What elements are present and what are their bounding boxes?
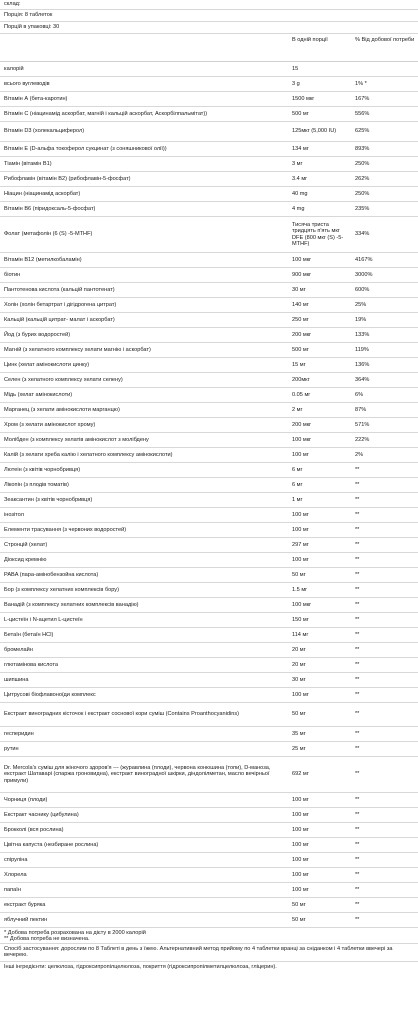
table-row <box>0 403 418 418</box>
nutrient-amount: 100 мг <box>292 841 309 848</box>
nutrient-daily-value: 262% <box>355 175 370 182</box>
table-row <box>0 553 418 568</box>
nutrient-name: Екстракт часнику (цибулина) <box>4 811 79 818</box>
nutrient-daily-value: ** <box>355 841 360 848</box>
nutrient-name: Хром (з хелати амінокислот хрому) <box>4 421 96 428</box>
table-row <box>0 478 418 493</box>
footnote-daily-value-basis: * Добова потреба розрахована на дієту в 2000 калорій <box>4 930 146 936</box>
nutrient-amount: 100 мг <box>292 691 309 698</box>
nutrient-amount: 100 мкг <box>292 601 312 608</box>
nutrient-amount: 100 мкг <box>292 256 312 263</box>
nutrient-name: інозітол <box>4 511 24 518</box>
table-row <box>0 343 418 358</box>
table-row <box>0 868 418 883</box>
nutrient-amount: 1.5 мг <box>292 586 308 593</box>
nutrient-daily-value: 600% <box>355 286 370 293</box>
nutrient-name: Вітамін D3 (холекальциферол) <box>4 128 85 135</box>
nutrient-amount: 0.05 мг <box>292 391 311 398</box>
nutrient-daily-value: ** <box>355 771 360 778</box>
table-row <box>0 913 418 928</box>
nutrient-daily-value: ** <box>355 871 360 878</box>
nutrient-daily-value: ** <box>355 556 360 563</box>
nutrient-name: Кальцій (кальцій цитрат- малат і аскорбат) <box>4 316 115 323</box>
nutrient-amount: 200мкг <box>292 376 310 383</box>
other-ingredients: Інші інгредієнти: целюлоза, гідроксипропілцелюлоза, покриття (гідроксипропілметилцелюлоза, гліцерин). <box>0 961 418 972</box>
footnote-not-established: ** Добова потреба не визначена. <box>4 936 90 943</box>
nutrient-daily-value: 136% <box>355 361 370 368</box>
nutrient-daily-value: 556% <box>355 110 370 117</box>
nutrient-amount: 100 мг <box>292 511 309 518</box>
nutrient-daily-value: 334% <box>355 231 370 238</box>
table-row <box>0 727 418 742</box>
nutrient-name: екстракт буряка <box>4 901 46 908</box>
nutrient-daily-value: ** <box>355 511 360 518</box>
table-row <box>0 268 418 283</box>
table-row <box>0 688 418 703</box>
nutrient-daily-value: ** <box>355 481 360 488</box>
nutrient-name: Марганец (з хелати амінокислоти марганцю) <box>4 406 120 413</box>
table-row <box>0 202 418 217</box>
table-row <box>0 613 418 628</box>
nutrient-amount: 30 мг <box>292 676 306 683</box>
nutrient-amount: 25 мг <box>292 745 306 752</box>
table-row <box>0 298 418 313</box>
nutrient-amount: 15 <box>292 65 299 72</box>
table-row <box>0 823 418 838</box>
nutrient-amount: 100 мг <box>292 556 309 563</box>
nutrient-name: Зеаксантин (з квітів чорнобривця) <box>4 496 93 503</box>
nutrient-table-body <box>0 62 418 928</box>
nutrient-amount: 50 мг <box>292 571 306 578</box>
table-row <box>0 217 418 253</box>
table-row <box>0 568 418 583</box>
table-row <box>0 122 418 142</box>
table-row <box>0 508 418 523</box>
nutrient-name: Екстракт виноградних кісточок і екстракт соснової кори суміш (Contains Proanthocyanidins) <box>4 711 240 718</box>
serving-size: Порція: 8 таблеток <box>0 10 418 22</box>
nutrient-daily-value: 893% <box>355 145 370 152</box>
nutrient-name: папаїн <box>4 886 21 893</box>
nutrient-amount: 500 мг <box>292 346 309 353</box>
nutrient-amount: 1500 мкг <box>292 95 315 102</box>
nutrient-amount: 100 мг <box>292 796 309 803</box>
table-row <box>0 658 418 673</box>
nutrient-amount: 140 мг <box>292 301 309 308</box>
nutrient-daily-value: ** <box>355 886 360 893</box>
table-row <box>0 388 418 403</box>
table-row <box>0 493 418 508</box>
nutrient-name: Вітамін Е (D-альфа токоферол сукцинат (з соняшникової олії)) <box>4 145 167 152</box>
nutrient-amount: 1 мг <box>292 496 303 503</box>
nutrient-daily-value: 235% <box>355 205 370 212</box>
nutrient-daily-value: ** <box>355 466 360 473</box>
nutrient-daily-value: ** <box>355 916 360 923</box>
nutrient-name: Холін (холін бетартрат і дігідрогена цитрат) <box>4 301 117 308</box>
nutrient-name: Цвітна капуста (незбиране рослина) <box>4 841 99 848</box>
nutrient-amount: 900 мкг <box>292 271 312 278</box>
table-row <box>0 853 418 868</box>
nutrient-daily-value: 6% <box>355 391 364 398</box>
composition-label: склад: <box>0 0 418 10</box>
nutrient-daily-value: ** <box>355 856 360 863</box>
nutrient-amount: 50 мг <box>292 901 306 908</box>
nutrient-name: Бетаїн (бетаїн HCl) <box>4 631 54 638</box>
nutrient-name: спіруліна <box>4 856 28 863</box>
nutrient-amount: 500 мг <box>292 110 309 117</box>
nutrient-name: Пантотенова кислота (кальцій пантотенат) <box>4 286 115 293</box>
nutrient-daily-value: 4167% <box>355 256 373 263</box>
table-row <box>0 598 418 613</box>
nutrient-name: яблучний пектин <box>4 916 48 923</box>
nutrient-daily-value: ** <box>355 646 360 653</box>
nutrient-amount: 150 мг <box>292 616 309 623</box>
nutrient-amount: 297 мг <box>292 541 309 548</box>
nutrient-amount: 20 мг <box>292 646 306 653</box>
table-row <box>0 358 418 373</box>
nutrient-daily-value: ** <box>355 601 360 608</box>
table-row <box>0 107 418 122</box>
nutrient-amount: 4 mg <box>292 205 305 212</box>
nutrient-amount: 100 мг <box>292 856 309 863</box>
table-row <box>0 703 418 727</box>
nutrient-daily-value: 3000% <box>355 271 373 278</box>
nutrient-amount: 114 мг <box>292 631 309 638</box>
nutrient-amount: Тисяча триста тридцять п'ять мкг DFE (800 мкг (S) -5-MTHF) <box>292 221 344 247</box>
nutrient-daily-value: ** <box>355 631 360 638</box>
nutrient-daily-value: 1% * <box>355 80 367 87</box>
nutrient-name: Магній (з хелатного комплексу хелати магнію і аскорбат) <box>4 346 151 353</box>
table-row <box>0 62 418 77</box>
nutrient-name: PABA (пара-амінобензойна кислота) <box>4 571 99 578</box>
nutrient-daily-value: 19% <box>355 316 367 323</box>
nutrient-amount: 20 мг <box>292 661 306 668</box>
nutrient-daily-value: 571% <box>355 421 370 428</box>
nutrient-amount: 200 мкг <box>292 421 312 428</box>
table-row <box>0 673 418 688</box>
nutrient-name: Лікопін (з плодів томатів) <box>4 481 69 488</box>
nutrient-amount: 100 мг <box>292 526 309 533</box>
table-row <box>0 463 418 478</box>
nutrient-name: Цитрусові біофлавоноїди комплекс <box>4 691 96 698</box>
table-row <box>0 92 418 107</box>
nutrient-name: Бор (з комплексу хелатних комплексів бору) <box>4 586 119 593</box>
table-row <box>0 373 418 388</box>
nutrient-daily-value: ** <box>355 571 360 578</box>
nutrient-amount: 134 мг <box>292 145 309 152</box>
nutrient-amount: 6 мг <box>292 466 303 473</box>
table-row <box>0 583 418 598</box>
table-row <box>0 157 418 172</box>
nutrient-daily-value: 364% <box>355 376 370 383</box>
nutrient-name: гесперидин <box>4 730 34 737</box>
nutrient-name: Вітамін А (бета-каротин) <box>4 95 68 102</box>
table-row <box>0 742 418 757</box>
nutrient-amount: 15 мг <box>292 361 306 368</box>
table-row <box>0 793 418 808</box>
nutrient-name: рутин <box>4 745 19 752</box>
nutrient-name: Тіамін (вітамін В1) <box>4 160 52 167</box>
nutrient-name: Ніацин (ніацинамід аскорбат) <box>4 190 81 197</box>
nutrient-amount: 100 мкг <box>292 436 312 443</box>
nutrient-daily-value: ** <box>355 661 360 668</box>
nutrient-daily-value: ** <box>355 811 360 818</box>
nutrient-name: Селен (з хелатного комплексу хелати селену) <box>4 376 123 383</box>
table-row <box>0 283 418 298</box>
nutrient-daily-value: 250% <box>355 190 370 197</box>
nutrient-name: Лютеін (з квітів чорнобривця) <box>4 466 81 473</box>
nutrient-amount: 100 мг <box>292 826 309 833</box>
nutrient-name: Молібден (з комплексу хелатів амінокислот з молібдену <box>4 436 149 443</box>
nutrient-daily-value: 167% <box>355 95 370 102</box>
table-row <box>0 757 418 793</box>
nutrient-amount: 100 мг <box>292 871 309 878</box>
nutrient-name: Цинк (хелат амінокислоти цинку) <box>4 361 90 368</box>
nutrient-name: Фолат (метафолін (6 (S) -5-MTHF) <box>4 231 93 238</box>
nutrient-name: Елементи трасування (з червоних водоростей) <box>4 526 127 533</box>
nutrient-amount: 692 мг <box>292 771 309 778</box>
table-row <box>0 172 418 187</box>
table-row <box>0 838 418 853</box>
table-row <box>0 418 418 433</box>
nutrient-name: калорій <box>4 65 24 72</box>
nutrient-name: L-цистеїн і N-ацетил L-цистеїн <box>4 616 83 623</box>
nutrient-amount: 50 мг <box>292 711 306 718</box>
nutrient-daily-value: ** <box>355 541 360 548</box>
nutrient-amount: 30 мг <box>292 286 306 293</box>
table-row <box>0 433 418 448</box>
table-row <box>0 643 418 658</box>
table-row <box>0 808 418 823</box>
nutrient-name: Хлорела <box>4 871 27 878</box>
nutrient-daily-value: 25% <box>355 301 367 308</box>
table-row <box>0 313 418 328</box>
nutrient-daily-value: ** <box>355 796 360 803</box>
nutrient-amount: 100 мг <box>292 811 309 818</box>
nutrient-daily-value: 133% <box>355 331 370 338</box>
nutrient-name: Рибофлавін (вітамін В2) (рибофлавін-5-фосфат) <box>4 175 131 182</box>
nutrient-amount: 100 мг <box>292 886 309 893</box>
nutrient-daily-value: ** <box>355 730 360 737</box>
nutrient-daily-value: 625% <box>355 128 370 135</box>
table-row <box>0 77 418 92</box>
header-name-cell <box>0 34 286 61</box>
servings-per-container: Порцій в упаковці: 30 <box>0 22 418 34</box>
nutrient-name: Йод (з бурих водоростей) <box>4 331 71 338</box>
nutrient-daily-value: 222% <box>355 436 370 443</box>
usage-directions: Спосіб застосування: дорослим по 8 Таблеті в день з їжею. Альтернативний метод прийому по 4 таблетки вранці за сніданком і 4 таблетки ввечері за вечерею. <box>0 943 418 961</box>
nutrient-name: Брокколі (вся рослина) <box>4 826 64 833</box>
header-daily-value: % Від добової потреби <box>355 37 415 43</box>
nutrient-amount: 3 мг <box>292 160 303 167</box>
nutrient-amount: 6 мг <box>292 481 303 488</box>
nutrient-name: бромелайн <box>4 646 33 653</box>
table-row <box>0 628 418 643</box>
table-row <box>0 898 418 913</box>
nutrient-name: Калій (з хелати хреба калію і хелатного комплексу амінокислоти) <box>4 451 173 458</box>
nutrient-name: шипшина <box>4 676 29 683</box>
nutrient-daily-value: 119% <box>355 346 369 353</box>
table-header <box>0 34 418 62</box>
nutrient-name: Ванадій (з комплексу хелатних комплексів ванадію) <box>4 601 139 608</box>
nutrient-name: Dr. Mercola's суміш для жіночого здоров'я --- (журавлина (плоди), червона конюшина (топи), D-маноза, екстракт Шатаварі (спаржа гроновидна), екстракт виноградної шкірки, діндолілметан, масло вечірньої примули) <box>4 764 271 784</box>
nutrient-amount: 125мкг (5,000 IU) <box>292 128 337 135</box>
nutrient-amount: 100 мг <box>292 451 309 458</box>
nutrient-amount: 200 мкг <box>292 331 312 338</box>
nutrient-name: Стронцій (хелат) <box>4 541 48 548</box>
nutrient-name: біотин <box>4 271 21 278</box>
nutrient-daily-value: ** <box>355 496 360 503</box>
table-row <box>0 328 418 343</box>
nutrient-name: Вітамін С (ніацинамід аскорбат, магній і кальцій аскорбат, Аскорбілпальмітат)) <box>4 110 208 117</box>
table-row <box>0 883 418 898</box>
table-row <box>0 142 418 157</box>
header-amount: В одній порції <box>292 37 328 43</box>
nutrient-amount: 3.4 мг <box>292 175 308 182</box>
nutrient-amount: 40 mg <box>292 190 308 197</box>
nutrient-daily-value: ** <box>355 901 360 908</box>
nutrient-daily-value: ** <box>355 691 360 698</box>
nutrient-daily-value: ** <box>355 676 360 683</box>
nutrient-amount: 250 мг <box>292 316 309 323</box>
nutrient-amount: 3 g <box>292 80 300 87</box>
nutrient-daily-value: 2% <box>355 451 364 458</box>
footnotes <box>0 928 418 943</box>
nutrient-daily-value: ** <box>355 616 360 623</box>
nutrient-amount: 2 мг <box>292 406 303 413</box>
table-row <box>0 448 418 463</box>
nutrient-name: глютамінова кислота <box>4 661 59 668</box>
nutrient-amount: 35 мг <box>292 730 306 737</box>
nutrient-daily-value: 87% <box>355 406 367 413</box>
table-row <box>0 523 418 538</box>
nutrient-daily-value: ** <box>355 826 360 833</box>
table-row <box>0 538 418 553</box>
nutrient-daily-value: 250% <box>355 160 370 167</box>
nutrient-name: Діоксид кремнію <box>4 556 47 563</box>
nutrient-daily-value: ** <box>355 745 360 752</box>
meta-block <box>0 0 418 34</box>
nutrient-name: Чорниця (плоди) <box>4 796 48 803</box>
nutrient-name: Мідь (хелат амінокислоти) <box>4 391 73 398</box>
nutrient-daily-value: ** <box>355 711 360 718</box>
nutrient-name: Вітамін В6 (піридоксаль-5-фосфат) <box>4 205 96 212</box>
nutrient-daily-value: ** <box>355 526 360 533</box>
table-row <box>0 187 418 202</box>
nutrient-amount: 50 мг <box>292 916 306 923</box>
table-row <box>0 253 418 268</box>
nutrient-daily-value: ** <box>355 586 360 593</box>
nutrient-name: Вітамін В12 (метилкобаламін) <box>4 256 82 263</box>
nutrient-name: всього вуглеводів <box>4 80 50 87</box>
